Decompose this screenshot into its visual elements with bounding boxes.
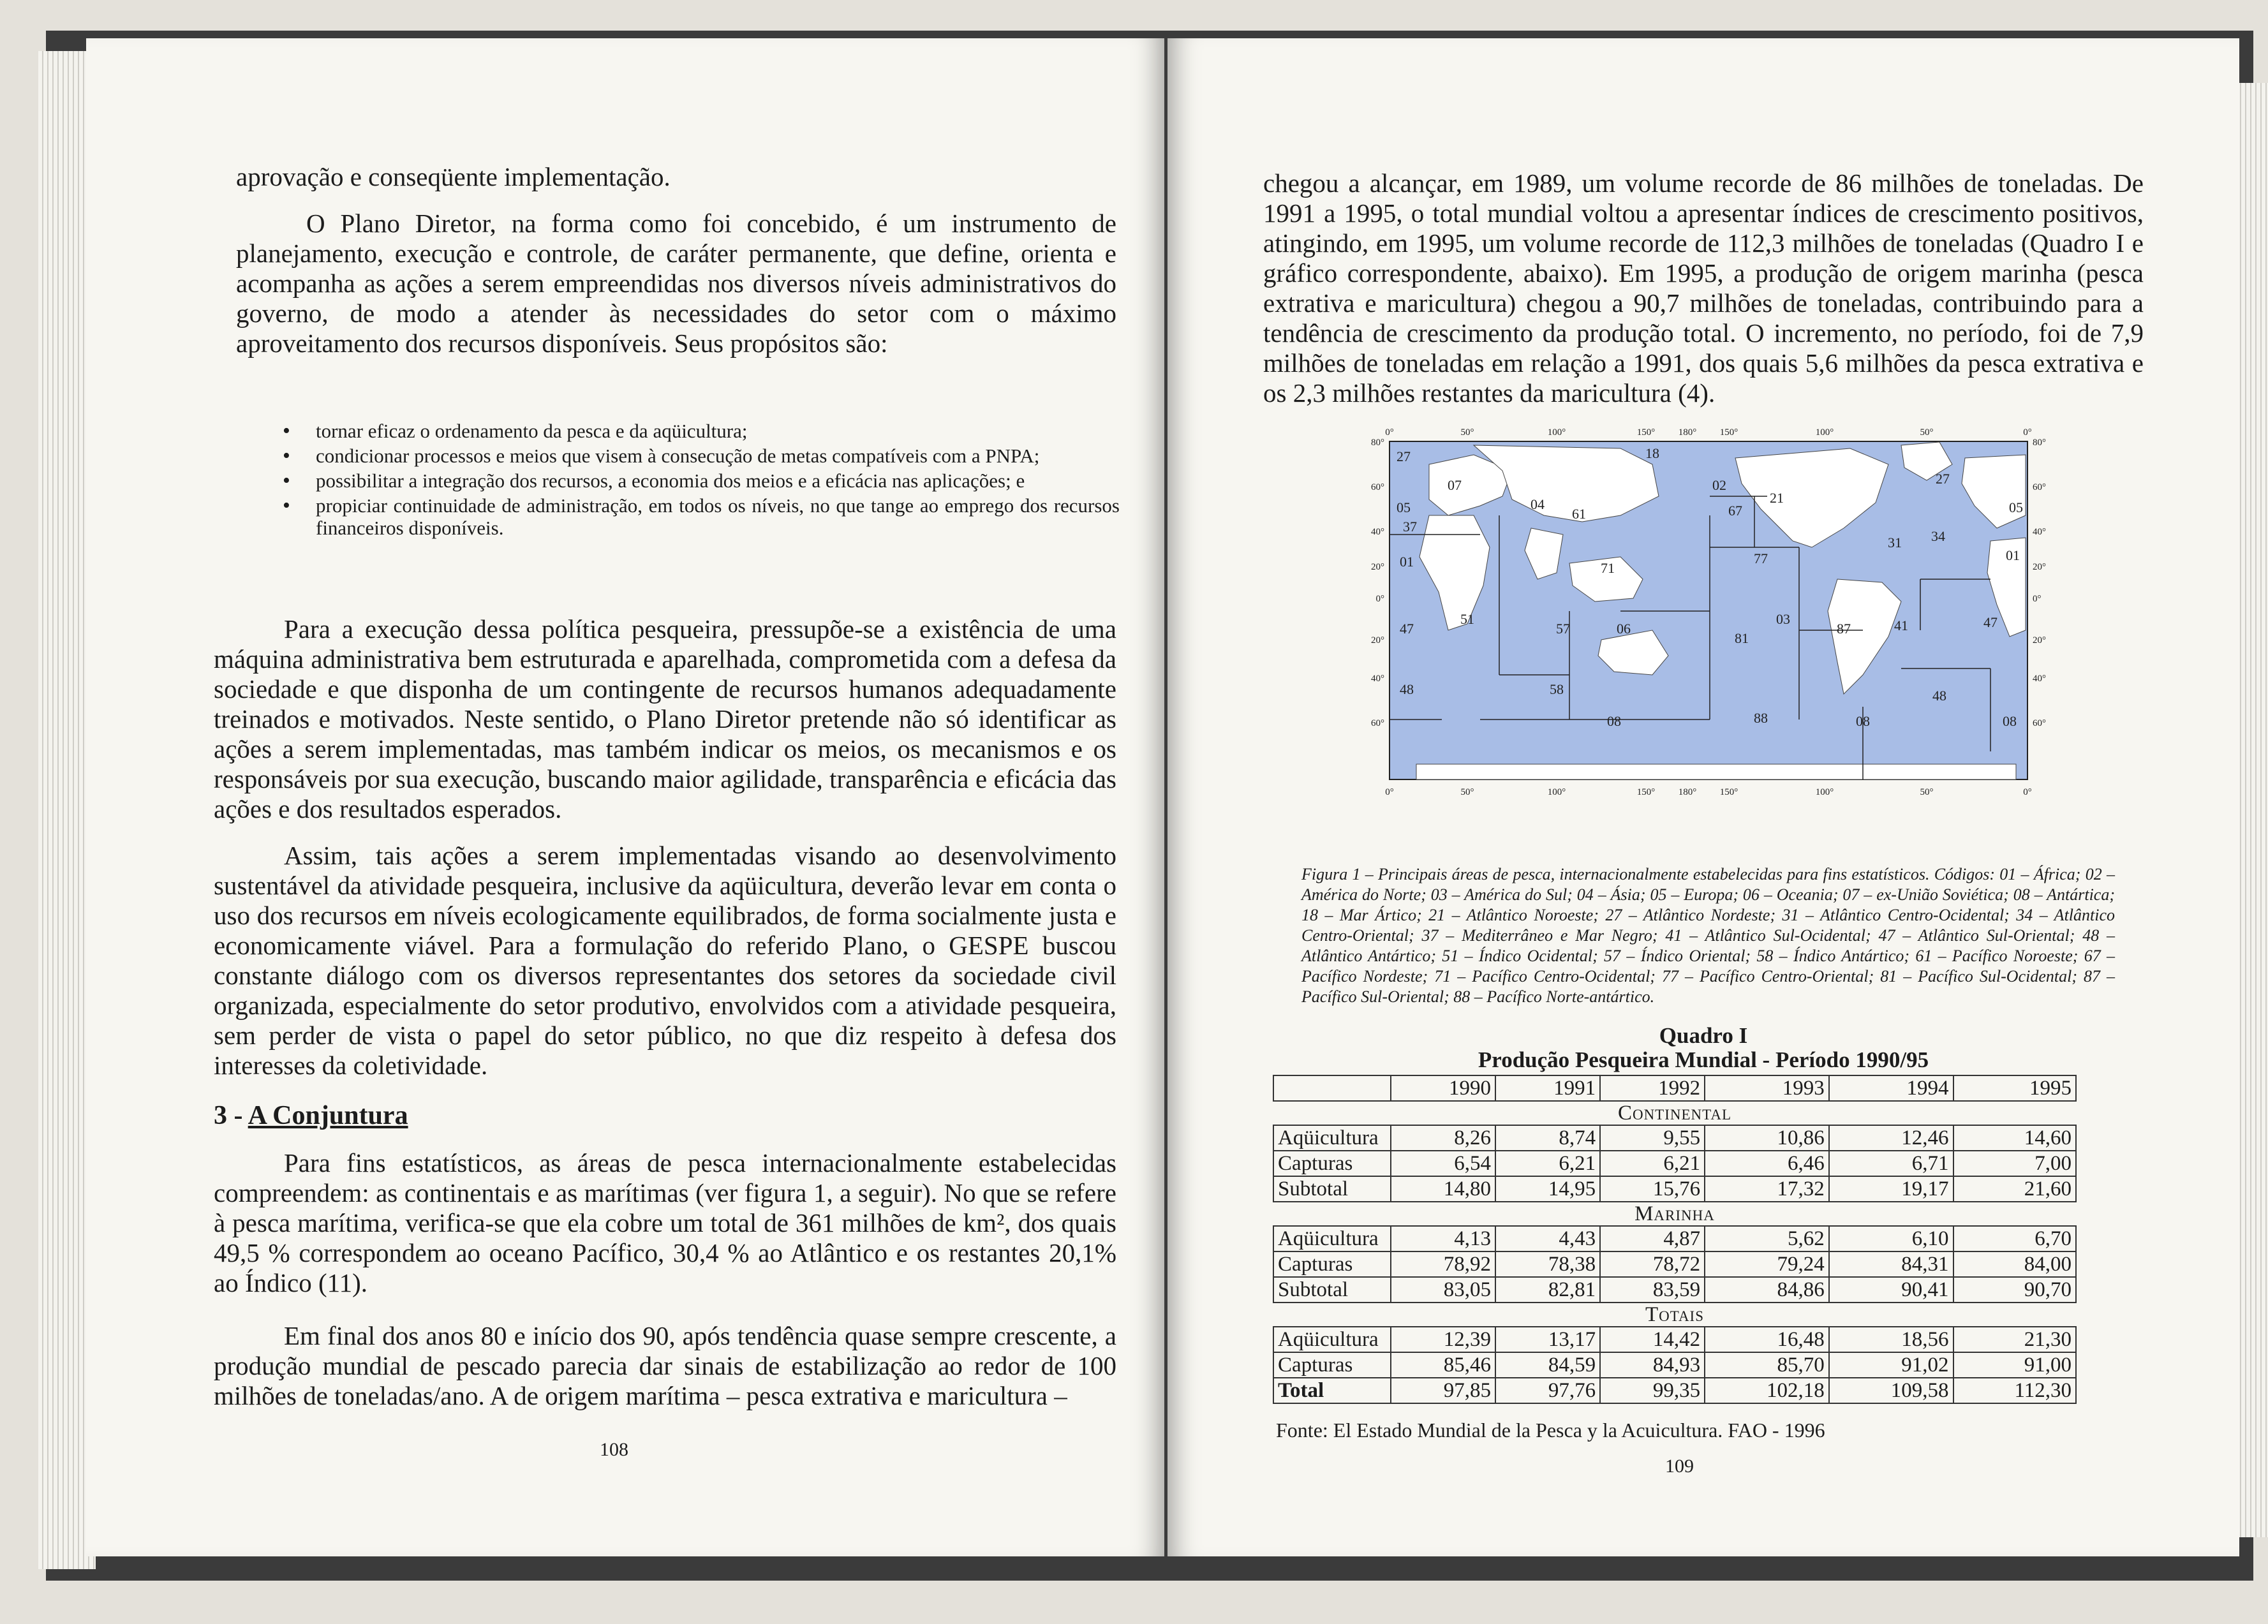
table-section-row	[1273, 1303, 2076, 1327]
table-cell: 14,80	[1391, 1176, 1495, 1202]
table-section-row	[1273, 1101, 2076, 1125]
quadro-title	[1257, 1024, 2150, 1072]
table-section-label: Totais	[1645, 1303, 1705, 1326]
row-label: Total	[1273, 1378, 1391, 1403]
table-section-label: Continental	[1617, 1102, 1732, 1125]
map-lat-tick-left: 60°	[1371, 718, 1384, 728]
table-header-row	[1273, 1075, 2076, 1101]
left-page	[86, 38, 1164, 1556]
map-area-code-41: 41	[1894, 617, 1908, 633]
map-area-code-08: 08	[1856, 713, 1870, 729]
row-label: Capturas	[1273, 1251, 1391, 1277]
table-cell: 21,60	[1953, 1176, 2077, 1202]
right-page	[1167, 38, 2239, 1556]
table-cell: 4,87	[1600, 1226, 1705, 1251]
table-cell: 6,46	[1705, 1151, 1829, 1176]
table-cell: 78,92	[1391, 1251, 1495, 1277]
quadro-subtitle: Produção Pesqueira Mundial - Período 1990/95	[1478, 1047, 1929, 1072]
row-label: Subtotal	[1273, 1176, 1391, 1202]
map-bottom-tick: 0°	[2023, 787, 2032, 797]
table-cell: 8,74	[1495, 1125, 1600, 1151]
table-cell: 84,00	[1953, 1251, 2077, 1277]
row-label: Capturas	[1273, 1151, 1391, 1176]
row-label: Capturas	[1273, 1352, 1391, 1378]
left-paragraph-3: Para a execução dessa política pesqueira, pressupõe-se a existência de uma máquina administrativa bem estruturada e aparelhada, comprometida com a defesa da sociedade e que disponha de um contingente de recursos humanos adequadamente treinados e motivados. Neste sentido, o Plano Diretor pretende não só identificar as ações a serem implementadas, mas também indicar os meios, os mecanismos e os responsáveis por sua execução, buscando maior agilidade, transparência e eficácia das ações e dos resultados esperados.	[214, 614, 1116, 823]
map-top-tick: 150°	[1636, 427, 1656, 438]
table-cell: 17,32	[1705, 1176, 1829, 1202]
map-bottom-tick: 150°	[1636, 787, 1656, 797]
row-label: Aqüicultura	[1273, 1226, 1391, 1251]
table-cell: 83,59	[1600, 1277, 1705, 1303]
map-area-code-71: 71	[1601, 560, 1615, 576]
table-row	[1273, 1251, 2076, 1277]
table-cell: 4,13	[1391, 1226, 1495, 1251]
table-cell: 79,24	[1705, 1251, 1829, 1277]
map-area-code-27: 27	[1397, 448, 1411, 464]
table-cell: 14,95	[1495, 1176, 1600, 1202]
left-paragraph-6: Em final dos anos 80 e início dos 90, após tendência quase sempre crescente, a produção mundial de pescado parecia dar sinais de estabilização ao redor de 100 milhões de toneladas/ano. A de origem marítima – pesca extrativa e maricultura –	[214, 1321, 1116, 1410]
map-lat-tick-right: 40°	[2033, 674, 2046, 684]
map-area-code-47: 47	[1400, 621, 1414, 637]
table-cell: 91,00	[1953, 1352, 2077, 1378]
map-left-lat-ticks	[1371, 438, 1384, 728]
map-top-ticks	[1385, 427, 2032, 438]
map-area-code-07: 07	[1448, 477, 1462, 493]
table-cell: 15,76	[1600, 1176, 1705, 1202]
section-heading-number: 3 -	[214, 1101, 248, 1130]
map-top-tick: 50°	[1920, 427, 1934, 438]
section-heading-title: A Conjuntura	[248, 1101, 408, 1130]
table-cell: 78,72	[1600, 1251, 1705, 1277]
table-cell: 13,17	[1495, 1327, 1600, 1352]
left-page-number: 108	[600, 1439, 628, 1460]
map-area-code-08: 08	[1607, 713, 1621, 729]
year-header: 1995	[1953, 1075, 2077, 1101]
left-paragraph-5: Para fins estatísticos, as áreas de pesca internacionalmente estabelecidas compreendem: as continentais e as marítimas (ver figura 1, a seguir). No que se refere à pesca marítima, verifica-se que ela cobre um total de 361 milhões de km², dos quais 49,5 % correspondem ao oceano Pacífico, 30,4 % ao Atlântico e os restantes 20,1% ao Índico (11).	[214, 1148, 1116, 1297]
right-page-number: 109	[1665, 1456, 1694, 1477]
left-text-block-2	[214, 614, 1116, 1081]
table-cell: 9,55	[1600, 1125, 1705, 1151]
table-cell: 99,35	[1600, 1378, 1705, 1403]
map-area-code-06: 06	[1617, 621, 1631, 637]
map-area-code-61: 61	[1572, 506, 1586, 522]
map-bottom-tick: 0°	[1385, 787, 1394, 797]
map-top-tick: 100°	[1547, 427, 1566, 438]
year-header: 1993	[1705, 1075, 1829, 1101]
map-bottom-ticks	[1385, 787, 2032, 797]
table-row	[1273, 1378, 2076, 1403]
map-area-code-58: 58	[1550, 681, 1564, 697]
map-top-tick: 0°	[2023, 427, 2032, 438]
map-area-code-88: 88	[1754, 710, 1768, 726]
table-cell: 5,62	[1705, 1226, 1829, 1251]
map-area-code-31: 31	[1888, 535, 1902, 550]
purpose-item: • tornar eficaz o ordenamento da pesca e da aqüicultura;	[278, 420, 1120, 442]
map-area-code-34: 34	[1931, 528, 1945, 544]
table-cell: 85,46	[1391, 1352, 1495, 1378]
map-lat-tick-left: 0°	[1375, 594, 1384, 604]
right-text-block	[1263, 168, 2144, 408]
map-lat-tick-left: 40°	[1371, 674, 1384, 684]
map-area-code-81: 81	[1735, 630, 1749, 646]
table-cell: 8,26	[1391, 1125, 1495, 1151]
map-top-tick: 100°	[1815, 427, 1834, 438]
table-cell: 91,02	[1829, 1352, 1953, 1378]
table-cell: 84,59	[1495, 1352, 1600, 1378]
table-cell: 83,05	[1391, 1277, 1495, 1303]
map-land-antarctica	[1416, 764, 2016, 779]
map-lat-tick-left: 40°	[1371, 527, 1384, 537]
table-cell: 97,85	[1391, 1378, 1495, 1403]
table-cell: 6,54	[1391, 1151, 1495, 1176]
right-paragraph-1: chegou a alcançar, em 1989, um volume recorde de 86 milhões de toneladas. De 1991 a 1995, o total mundial voltou a apresentar índices de crescimento positivos, atingindo, em 1995, um volume recorde de 112,3 milhões de toneladas (Quadro I e gráfico correspondente, abaixo). Em 1995, a produção de origem marinha (pesca extrativa e maricultura) chegou a 90,7 milhões de toneladas, contribuindo para a tendência de crescimento da produção total. O incremento, no período, foi de 7,9 milhões de toneladas em relação a 1991, dos quais 5,6 milhões da pesca extrativa e os 2,3 milhões restantes da maricultura (4).	[1263, 168, 2144, 408]
map-bottom-tick: 100°	[1547, 787, 1566, 797]
map-lat-tick-right: 60°	[2033, 718, 2046, 728]
table-cell: 6,21	[1600, 1151, 1705, 1176]
table-cell: 18,56	[1829, 1327, 1953, 1352]
table-row	[1273, 1125, 2076, 1151]
map-lat-tick-left: 20°	[1371, 562, 1384, 572]
map-top-tick: 180°	[1678, 427, 1697, 438]
table-cell: 6,71	[1829, 1151, 1953, 1176]
production-table	[1273, 1075, 2077, 1404]
table-cell: 84,31	[1829, 1251, 1953, 1277]
year-header: 1991	[1495, 1075, 1600, 1101]
purpose-item: • propiciar continuidade de administração, em todos os níveis, no que tange ao emprego dos recursos financeiros disponíveis.	[278, 494, 1120, 539]
table-section-label: Marinha	[1634, 1202, 1715, 1225]
map-area-code-05: 05	[2009, 499, 2023, 515]
table-row	[1273, 1352, 2076, 1378]
map-area-code-04: 04	[1531, 496, 1545, 512]
table-row	[1273, 1151, 2076, 1176]
table-cell: 6,70	[1953, 1226, 2077, 1251]
table-cell: 78,38	[1495, 1251, 1600, 1277]
map-lat-tick-right: 20°	[2033, 635, 2046, 646]
map-bottom-tick: 150°	[1719, 787, 1738, 797]
row-label: Aqüicultura	[1273, 1125, 1391, 1151]
map-lat-tick-right: 20°	[2033, 562, 2046, 572]
table-row	[1273, 1226, 2076, 1251]
table-cell: 85,70	[1705, 1352, 1829, 1378]
map-bottom-tick: 180°	[1678, 787, 1697, 797]
purposes-list	[278, 420, 1120, 542]
year-header: 1994	[1829, 1075, 1953, 1101]
table-source: Fonte: El Estado Mundial de la Pesca y la Acuicultura. FAO - 1996	[1276, 1419, 1825, 1442]
table-cell: 14,60	[1953, 1125, 2077, 1151]
table-cell: 90,70	[1953, 1277, 2077, 1303]
table-cell: 16,48	[1705, 1327, 1829, 1352]
table-cell: 84,93	[1600, 1352, 1705, 1378]
table-cell: 12,46	[1829, 1125, 1953, 1151]
table-cell: 10,86	[1705, 1125, 1829, 1151]
map-area-code-37: 37	[1403, 519, 1417, 535]
table-cell: 7,00	[1953, 1151, 2077, 1176]
map-lat-tick-right: 80°	[2033, 438, 2046, 448]
row-label: Aqüicultura	[1273, 1327, 1391, 1352]
table-cell: 112,30	[1953, 1378, 2077, 1403]
table-cell: 90,41	[1829, 1277, 1953, 1303]
map-area-code-05: 05	[1397, 499, 1411, 515]
map-lat-tick-left: 60°	[1371, 482, 1384, 492]
fishing-areas-map	[1353, 420, 2067, 853]
year-header: 1990	[1391, 1075, 1495, 1101]
map-lat-tick-right: 60°	[2033, 482, 2046, 492]
table-cell: 4,43	[1495, 1226, 1600, 1251]
left-paragraph-2: O Plano Diretor, na forma como foi concebido, é um instrumento de planejamento, execução e controle, de caráter permanente, que define, orienta e acompanha as ações a serem empreendidas nos diversos níveis administrativos do governo, de modo a atender às necessidades do setor com o máximo aproveitamento dos recursos disponíveis. Seus propósitos são:	[236, 209, 1116, 358]
map-area-code-47: 47	[1983, 614, 1997, 630]
table-cell: 19,17	[1829, 1176, 1953, 1202]
map-area-code-08: 08	[2003, 713, 2017, 729]
year-header: 1992	[1600, 1075, 1705, 1101]
right-page-edges	[2236, 83, 2268, 1537]
table-cell: 12,39	[1391, 1327, 1495, 1352]
left-paragraph-4: Assim, tais ações a serem implementadas visando ao desenvolvimento sustentável da atividade pesqueira, inclusive da aqüicultura, deverão levar em conta o uso dos recursos em níveis ecologicamente equilibrados, de forma socialmente justa e economicamente viável. Para a formulação do referido Plano, o GESPE buscou constante diálogo com os diversos representantes dos setores da sociedade civil organizada, especialmente do setor produtivo, envolvidos com a atividade pesqueira, sem perder de vista o papel do setor público, no que diz respeito à defesa dos interesses da coletividade.	[214, 841, 1116, 1080]
map-bottom-tick: 50°	[1460, 787, 1474, 797]
table-cell: 102,18	[1705, 1378, 1829, 1403]
table-row	[1273, 1277, 2076, 1303]
table-cell: 21,30	[1953, 1327, 2077, 1352]
map-area-code-48: 48	[1400, 681, 1414, 697]
table-cell: 109,58	[1829, 1378, 1953, 1403]
table-corner-cell	[1273, 1075, 1391, 1101]
map-area-code-21: 21	[1770, 490, 1784, 506]
table-cell: 97,76	[1495, 1378, 1600, 1403]
map-area-code-57: 57	[1556, 621, 1570, 637]
map-area-code-01: 01	[2006, 547, 2020, 563]
map-top-tick: 150°	[1719, 427, 1738, 438]
map-bottom-tick: 50°	[1920, 787, 1934, 797]
map-area-code-27: 27	[1936, 471, 1950, 487]
map-area-code-01: 01	[1400, 554, 1414, 570]
table-cell: 6,21	[1495, 1151, 1600, 1176]
map-area-code-51: 51	[1460, 611, 1474, 627]
map-area-code-77: 77	[1754, 550, 1768, 566]
map-bottom-tick: 100°	[1815, 787, 1834, 797]
row-label: Subtotal	[1273, 1277, 1391, 1303]
map-area-code-03: 03	[1776, 611, 1790, 627]
map-lat-tick-left: 20°	[1371, 635, 1384, 646]
map-area-code-87: 87	[1837, 621, 1851, 637]
map-lat-tick-left: 80°	[1371, 438, 1384, 448]
map-lat-tick-right: 40°	[2033, 527, 2046, 537]
map-right-lat-ticks	[2033, 438, 2046, 728]
table-row	[1273, 1176, 2076, 1202]
map-top-tick: 50°	[1460, 427, 1474, 438]
left-text-block	[236, 162, 1116, 358]
map-area-code-18: 18	[1645, 445, 1659, 461]
map-area-code-67: 67	[1728, 503, 1742, 519]
map-lat-tick-right: 0°	[2033, 594, 2042, 604]
purpose-item: • condicionar processos e meios que visem à consecução de metas compatíveis com a PNPA;	[278, 445, 1120, 467]
section-heading	[214, 1100, 408, 1131]
left-text-block-3	[214, 1148, 1116, 1411]
table-row	[1273, 1327, 2076, 1352]
table-cell: 82,81	[1495, 1277, 1600, 1303]
map-top-tick: 0°	[1385, 427, 1394, 438]
table-cell: 84,86	[1705, 1277, 1829, 1303]
left-paragraph-1: aprovação e conseqüente implementação.	[236, 162, 671, 191]
table-cell: 14,42	[1600, 1327, 1705, 1352]
table-cell: 6,10	[1829, 1226, 1953, 1251]
figure-caption: Figura 1 – Principais áreas de pesca, internacionalmente estabelecidas para fins estatísticos. Códigos: 01 – África; 02 – América do Norte; 03 – América do Sul; 04 – Ásia; 05 – Europa; 06 – Oceania; 07 – ex-União Soviética; 08 – Antártica; 18 – Mar Ártico; 21 – Atlântico Noroeste; 27 – Atlântico Nordeste; 31 – Atlântico Centro-Ocidental; 34 – Atlântico Centro-Oriental; 37 – Mediterrâneo e Mar Negro; 41 – Atlântico Sul-Ocidental; 47 – Atlântico Sul-Oriental; 48 – Atlântico Antártico; 51 – Índico Ocidental; 57 – Índico Oriental; 58 – Índico Antártico; 61 – Pacífico Noroeste; 67 – Pacífico Nordeste; 71 – Pacífico Centro-Ocidental; 77 – Pacífico Centro-Oriental; 81 – Pacífico Sul-Ocidental; 87 – Pacífico Sul-Oriental; 88 – Pacífico Norte-antártico.	[1301, 865, 2115, 1006]
map-area-code-48: 48	[1932, 688, 1946, 704]
map-area-code-02: 02	[1712, 477, 1726, 493]
table-section-row	[1273, 1202, 2076, 1226]
purpose-item: • possibilitar a integração dos recursos, a economia dos meios e a eficácia nas aplicações; e	[278, 469, 1120, 492]
quadro-title-label: Quadro I	[1659, 1023, 1748, 1048]
